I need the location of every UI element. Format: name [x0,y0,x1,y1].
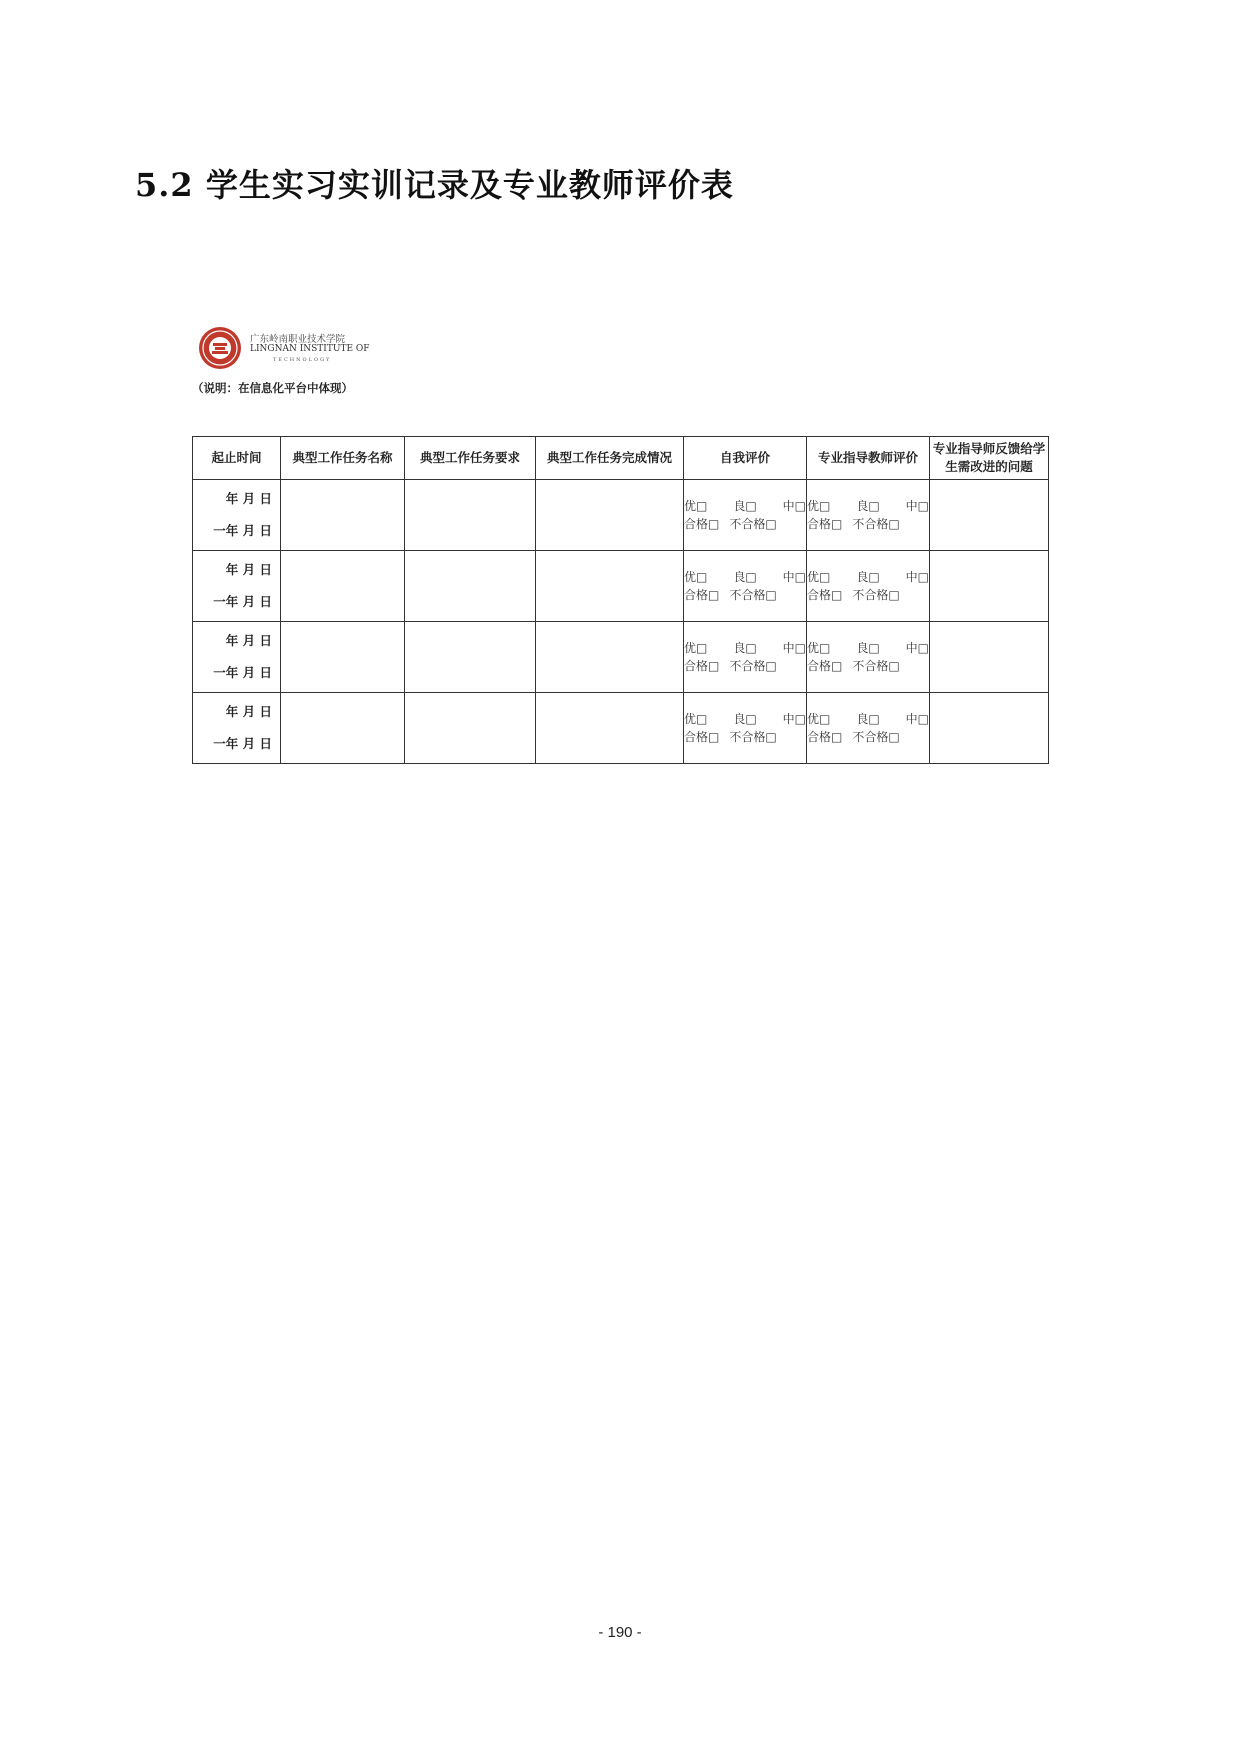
self-evaluation-cell [684,551,807,622]
table-header-row [193,437,1049,480]
option-excellent[interactable]: 优□ [684,499,708,513]
table-row [193,480,1049,551]
option-medium[interactable]: 中□ [782,570,806,584]
teacher-feedback-cell[interactable] [930,551,1049,622]
option-good[interactable]: 良□ [856,499,880,513]
task-name-cell[interactable] [281,551,405,622]
option-pass[interactable]: 合格□ [807,730,843,744]
option-excellent[interactable]: 优□ [684,641,708,655]
task-name-cell[interactable] [281,480,405,551]
date-start: 年 月 日 [225,633,272,648]
date-start: 年 月 日 [225,704,272,719]
option-pass[interactable]: 合格□ [684,730,720,744]
option-fail[interactable]: 不合格□ [852,588,900,602]
option-pass[interactable]: 合格□ [684,517,720,531]
date-end: 一年 月 日 [213,665,272,680]
option-medium[interactable]: 中□ [905,712,929,726]
header-task-requirement: 典型工作任务要求 [405,437,536,480]
header-period: 起止时间 [193,437,281,480]
task-name-cell[interactable] [281,622,405,693]
task-requirement-cell[interactable] [405,693,536,764]
option-medium[interactable]: 中□ [782,499,806,513]
teacher-evaluation-cell [807,622,930,693]
header-task-completion: 典型工作任务完成情况 [536,437,684,480]
institute-name-en: LINGNAN INSTITUTE OF [250,344,370,354]
teacher-feedback-cell[interactable] [930,480,1049,551]
page-number: - 190 - [598,1624,642,1641]
date-cell [193,622,281,693]
institute-logo [198,326,398,372]
task-requirement-cell[interactable] [405,622,536,693]
section-heading: 5.2 学生实习实训记录及专业教师评价表 [135,166,734,204]
teacher-feedback-cell[interactable] [930,693,1049,764]
option-good[interactable]: 良□ [733,499,757,513]
option-excellent[interactable]: 优□ [684,570,708,584]
option-fail[interactable]: 不合格□ [852,730,900,744]
option-fail[interactable]: 不合格□ [729,588,777,602]
task-completion-cell[interactable] [536,693,684,764]
teacher-feedback-cell[interactable] [930,622,1049,693]
option-fail[interactable]: 不合格□ [729,730,777,744]
option-good[interactable]: 良□ [856,570,880,584]
option-fail[interactable]: 不合格□ [729,659,777,673]
option-pass[interactable]: 合格□ [807,588,843,602]
option-good[interactable]: 良□ [733,570,757,584]
option-medium[interactable]: 中□ [905,570,929,584]
record-table [192,436,1049,764]
task-completion-cell[interactable] [536,551,684,622]
option-pass[interactable]: 合格□ [807,659,843,673]
date-end: 一年 月 日 [213,523,272,538]
option-fail[interactable]: 不合格□ [729,517,777,531]
self-evaluation-cell [684,480,807,551]
self-evaluation-cell [684,693,807,764]
task-requirement-cell[interactable] [405,480,536,551]
option-good[interactable]: 良□ [733,641,757,655]
teacher-evaluation-cell [807,480,930,551]
header-teacher-feedback: 专业指导师反馈给学生需改进的问题 [930,437,1049,480]
task-name-cell[interactable] [281,693,405,764]
table-row [193,551,1049,622]
option-pass[interactable]: 合格□ [684,588,720,602]
header-task-name: 典型工作任务名称 [281,437,405,480]
option-good[interactable]: 良□ [856,712,880,726]
task-requirement-cell[interactable] [405,551,536,622]
option-good[interactable]: 良□ [733,712,757,726]
option-medium[interactable]: 中□ [905,641,929,655]
table-row [193,622,1049,693]
option-medium[interactable]: 中□ [782,712,806,726]
teacher-evaluation-cell [807,551,930,622]
task-completion-cell[interactable] [536,480,684,551]
date-end: 一年 月 日 [213,594,272,609]
note-text: （说明：在信息化平台中体现） [192,381,353,395]
seal-icon [198,326,242,370]
option-excellent[interactable]: 优□ [807,712,831,726]
option-fail[interactable]: 不合格□ [852,517,900,531]
task-completion-cell[interactable] [536,622,684,693]
date-cell [193,480,281,551]
option-medium[interactable]: 中□ [905,499,929,513]
option-pass[interactable]: 合格□ [684,659,720,673]
option-excellent[interactable]: 优□ [807,499,831,513]
option-good[interactable]: 良□ [856,641,880,655]
teacher-evaluation-cell [807,693,930,764]
option-pass[interactable]: 合格□ [807,517,843,531]
date-start: 年 月 日 [225,491,272,506]
header-self-evaluation: 自我评价 [684,437,807,480]
option-excellent[interactable]: 优□ [807,641,831,655]
option-excellent[interactable]: 优□ [807,570,831,584]
option-fail[interactable]: 不合格□ [852,659,900,673]
date-cell [193,693,281,764]
option-medium[interactable]: 中□ [782,641,806,655]
institute-name-en-sub: TECHNOLOGY [273,357,332,363]
date-end: 一年 月 日 [213,736,272,751]
option-excellent[interactable]: 优□ [684,712,708,726]
institute-name-cn: 广东岭南职业技术学院 [250,334,346,345]
table-row [193,693,1049,764]
self-evaluation-cell [684,622,807,693]
date-start: 年 月 日 [225,562,272,577]
header-teacher-evaluation: 专业指导教师评价 [807,437,930,480]
date-cell [193,551,281,622]
